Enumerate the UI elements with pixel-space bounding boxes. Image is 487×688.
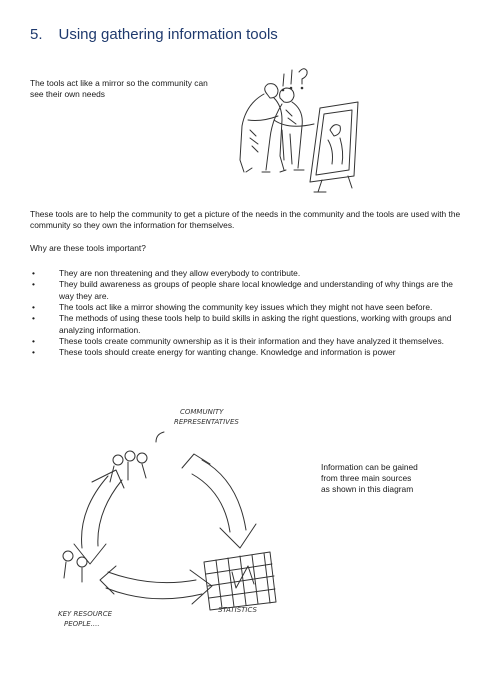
question-heading: Why are these tools important? [30, 243, 146, 253]
label-people: PEOPLE.... [64, 620, 100, 628]
section-number: 5. [30, 26, 43, 43]
bullet-marker: • [32, 313, 35, 324]
bullet-marker: • [32, 301, 35, 312]
bullet-marker: • [32, 335, 35, 346]
bullet-list [30, 268, 462, 359]
label-key-resource: KEY RESOURCE [58, 610, 113, 618]
bullet-marker: • [32, 279, 35, 290]
bullet-marker: • [32, 347, 35, 358]
list-item-text: They are non threatening and they allow everybody to contribute. [59, 268, 301, 278]
label-community: COMMUNITY [180, 408, 224, 416]
diagram-caption: Information can be gained from three main sources as shown in this diagram [321, 462, 418, 495]
section-heading [30, 26, 278, 43]
list-item [30, 279, 462, 301]
list-item [30, 347, 462, 358]
list-item-text: The methods of using these tools help to build skills in asking the right questions, working with groups and analyzing information. [59, 313, 452, 335]
list-item [30, 302, 462, 313]
list-item-text: The tools act like a mirror showing the community key issues which they might not have seen before. [59, 301, 433, 312]
description-paragraph: These tools are to help the community to get a picture of the needs in the community and the tools are used with the community so they own the information for themselves. [30, 209, 461, 231]
label-representatives: REPRESENTATIVES [174, 418, 239, 426]
section-title: Using gathering information tools [58, 26, 278, 43]
list-item-text: These tools create community ownership as it is their information and they have analyzed it themselves. [59, 335, 444, 346]
list-item [30, 268, 462, 279]
bullet-marker: • [32, 268, 35, 278]
list-item-text: These tools should create energy for wanting change. Knowledge and information is power [59, 347, 396, 358]
list-item-text: They build awareness as groups of people share local knowledge and understanding of why things are the way they are. [59, 279, 453, 301]
mirror-sketch-illustration [222, 60, 372, 200]
intro-text: The tools act like a mirror so the community can see their own needs [30, 78, 208, 100]
list-item [30, 313, 462, 335]
list-item [30, 336, 462, 347]
information-cycle-diagram [52, 398, 297, 638]
label-statistics: STATISTICS [218, 606, 257, 614]
